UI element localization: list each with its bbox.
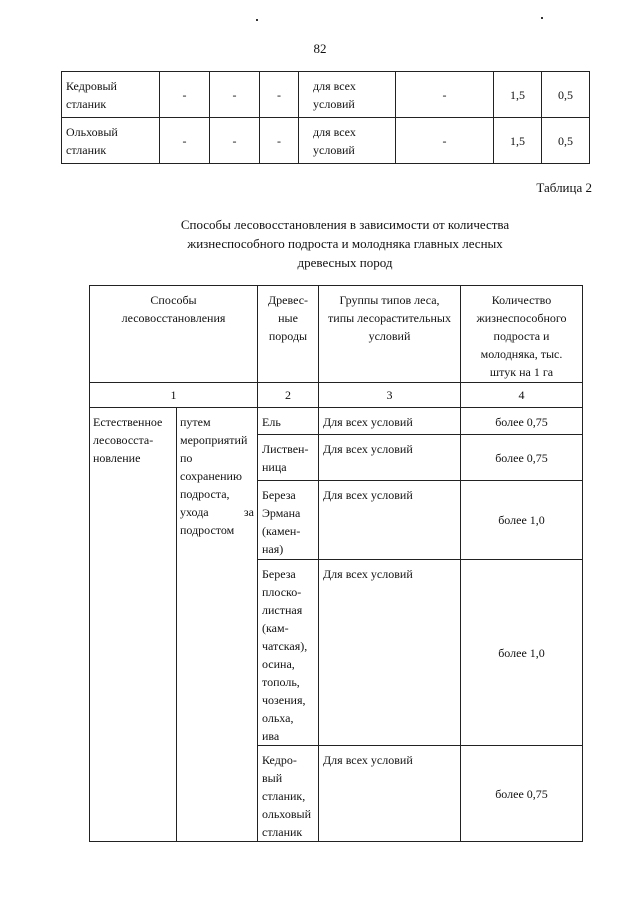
condition-cell: для всех условий: [299, 72, 396, 118]
quantity-cell: более 0,75: [461, 435, 583, 481]
species-cell: Береза плоско- листная (кам- чатская), осина, тополь, чозения, ольха, ива: [258, 560, 319, 746]
header-quantity: Количество жизнеспособного подроста и молодняка, тыс. штук на 1 га: [461, 286, 583, 383]
species-cell: Кедровый стланик: [62, 72, 160, 118]
quantity-cell: более 0,75: [461, 408, 583, 435]
value-cell: -: [160, 118, 210, 164]
header-forest-groups: Группы типов леса, типы лесорастительных условий: [319, 286, 461, 383]
table-label: Таблица 2: [536, 180, 592, 195]
value-cell: -: [260, 118, 299, 164]
species-cell: Кедро- вый стланик, ольховый стланик: [258, 746, 319, 842]
scan-dot: [256, 19, 258, 21]
page-number: 82: [313, 41, 327, 56]
column-number: 3: [319, 383, 461, 408]
table-row: [62, 118, 590, 164]
table-row: [62, 72, 590, 118]
column-number-row: [90, 383, 583, 408]
header-row: [90, 286, 583, 383]
value-cell: -: [396, 72, 494, 118]
group-cell: Для всех условий: [319, 481, 461, 560]
column-number: 1: [90, 383, 258, 408]
condition-cell: для всех условий: [299, 118, 396, 164]
value-cell: 1,5: [494, 118, 542, 164]
value-cell: -: [210, 118, 260, 164]
group-cell: Для всех условий: [319, 408, 461, 435]
quantity-cell: более 1,0: [461, 481, 583, 560]
method-cell: Естественное лесовосста- новление: [90, 408, 177, 842]
value-cell: -: [396, 118, 494, 164]
value-cell: 0,5: [542, 72, 590, 118]
continuation-table: [61, 71, 590, 164]
value-cell: -: [160, 72, 210, 118]
column-number: 4: [461, 383, 583, 408]
quantity-cell: более 1,0: [461, 560, 583, 746]
species-cell: Ель: [258, 408, 319, 435]
species-cell: Листвен- ница: [258, 435, 319, 481]
table-row: [90, 408, 583, 435]
group-cell: Для всех условий: [319, 746, 461, 842]
value-cell: 1,5: [494, 72, 542, 118]
species-cell: Береза Эрмана (камен- ная): [258, 481, 319, 560]
quantity-cell: более 0,75: [461, 746, 583, 842]
group-cell: Для всех условий: [319, 560, 461, 746]
header-species: Древес- ные породы: [258, 286, 319, 383]
scan-dot: [541, 17, 543, 19]
value-cell: -: [260, 72, 299, 118]
group-cell: Для всех условий: [319, 435, 461, 481]
column-number: 2: [258, 383, 319, 408]
value-cell: 0,5: [542, 118, 590, 164]
species-cell: Ольховый стланик: [62, 118, 160, 164]
reforestation-table: [89, 285, 583, 842]
table-caption: Способы лесовосстановления в зависимости от количества жизнеспособного подроста и молодняка главных лесных древесных пород: [180, 217, 510, 270]
submethod-cell: путем мероприятий по сохранению подроста, ухода за подростом: [177, 408, 258, 842]
value-cell: -: [210, 72, 260, 118]
header-methods: Способы лесовосстановления: [90, 286, 258, 383]
